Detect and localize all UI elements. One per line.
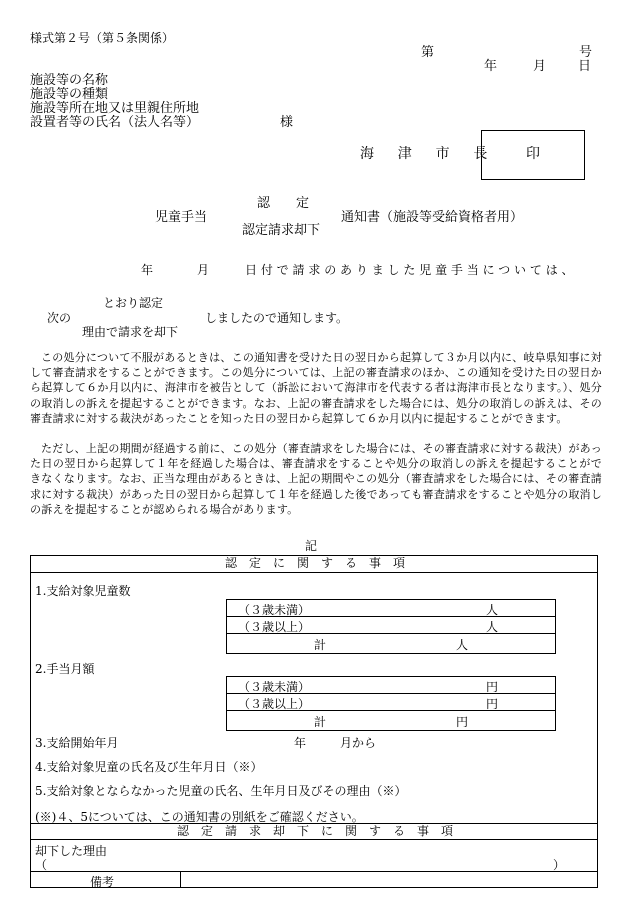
divider [180,871,181,888]
intro-year: 年 [141,263,154,277]
divider [30,871,598,872]
item5-label: 5.支給対象とならなかった児童の氏名、生年月日及びその理由（※） [35,784,407,798]
item3-label: 3.支給開始年月 [35,736,119,750]
rejection-section-title: 認 定 請 求 却 下 に 関 す る 事 項 [176,824,453,838]
amount-total-unit: 円 [456,715,469,729]
amount-under3-unit: 円 [486,680,499,694]
intro-prefix: 次の [47,311,72,325]
amount-total-label: 計 [314,715,327,729]
notice-paragraph-2: ただし、上記の期間が経過する前に、この処分（審査請求をした場合には、その審査請求に対する裁決）があった日の翌日から起算して１年を経過した場合は、審査請求をすることや処分の取消しの訴えを提起することができなくなります。なお、正当な理由があるときは、上記の期間やこの処分（審査請求をした場合には、その審査請求に対する裁決）があった日の翌日から起算して１年を経過した後であっても審査請求をすることや処分の取消しの訴えを提起することが認められる場合があります。 [30,442,602,516]
child-total-label: 計 [314,638,327,652]
reason-paren-close: ） [553,858,566,872]
title-option-reject: 認定請求却下 [242,223,321,238]
title-prefix: 児童手当 [155,210,208,225]
date-day: 日 [578,59,592,74]
title-option-approve: 認 定 [257,196,310,211]
founder-name-label: 設置者等の氏名（法人名等） [30,115,200,130]
date-year: 年 [484,59,498,74]
honorific: 様 [280,115,294,130]
amount-over3-unit: 円 [486,697,499,711]
child-under3-label: （３歳未満） [238,603,311,617]
child-over3-label: （３歳以上） [238,620,311,634]
rejection-reason-label: 却下した理由 [35,844,108,858]
title-suffix: 通知書（施設等受給資格者用） [341,210,524,225]
sender-title: 海 津 市 長 [360,146,493,162]
intro-month: 月 [197,263,210,277]
reason-paren-open: （ [35,858,48,872]
item4-label: 4.支給対象児童の氏名及び生年月日（※） [35,760,263,774]
amount-over3-label: （３歳以上） [238,697,311,711]
seal-box [481,130,585,180]
facility-type-label: 施設等の種類 [30,87,109,102]
divider [30,839,598,840]
item3-year: 年 [294,736,307,750]
seal-mark: 印 [526,146,540,162]
item1-label: 1.支給対象児童数 [35,584,131,598]
facility-address-label: 施設等所在地又は里親住所地 [30,101,200,116]
date-month: 月 [533,59,547,74]
doc-no-suffix: 号 [579,45,593,60]
facility-name-label: 施設等の名称 [30,73,109,88]
approval-section-title: 認 定 に 関 す る 事 項 [224,556,405,570]
doc-no-prefix: 第 [421,45,435,60]
ki-mark: 記 [305,539,318,553]
amount-under3-label: （３歳未満） [238,680,311,694]
child-total-unit: 人 [456,638,469,652]
divider [30,572,598,573]
item2-label: 2.手当月額 [35,662,95,676]
intro-text: 日付で請求のありました児童手当については、 [245,263,578,277]
remarks-label: 備考 [90,875,115,889]
intro-option-approve: とおり認定 [103,296,164,310]
form-number: 様式第２号（第５条関係） [30,31,175,45]
child-over3-unit: 人 [486,620,499,634]
notice-paragraph-1: この処分について不服があるときは、この通知書を受けた日の翌日から起算して３か月以内に、岐阜県知事に対して審査請求をすることができます。この処分については、上記の審査請求のほか、この通知を受けた日の翌日から起算して６か月以内に、海津市を被告として（訴訟において海津市を代表する者は海津市長となります。）、処分の取消しの訴えを提起することができます。なお、上記の審査請求をした場合には、処分の取消しの訴えは、その審査請求に対する裁決があったことを知った日の翌日から起算して６か月以内に提起することができます。 [30,351,602,425]
approval-note: (※)４、5については、この通知書の別紙をご確認ください。 [35,810,364,824]
intro-option-reject: 理由で請求を却下 [82,325,179,339]
intro-suffix: しましたので通知します。 [205,311,349,325]
child-under3-unit: 人 [486,603,499,617]
item3-month-from: 月から [340,736,377,750]
